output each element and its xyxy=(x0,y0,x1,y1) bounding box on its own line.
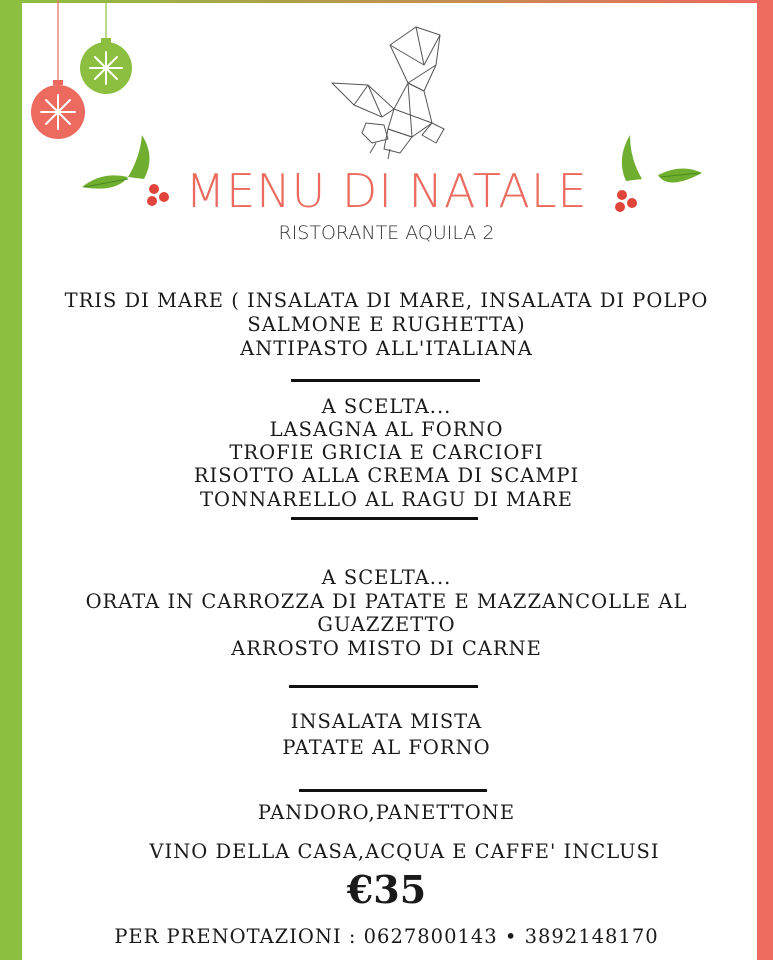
included-line: VINO DELLA CASA,ACQUA E CAFFE' INCLUSI xyxy=(149,840,660,863)
menu-line: INSALATA MISTA xyxy=(290,710,483,733)
menu-line: LASAGNA AL FORNO xyxy=(269,418,504,441)
menu-line: A SCELTA... xyxy=(321,566,452,589)
menu-line: ORATA IN CARROZZA DI PATATE E MAZZANCOLLE AL xyxy=(85,590,688,613)
section-divider xyxy=(291,379,480,382)
section-divider xyxy=(291,517,478,520)
menu-line: PATATE AL FORNO xyxy=(282,736,491,759)
restaurant-name: RISTORANTE AQUILA 2 xyxy=(278,222,495,244)
menu-line: TONNARELLO AL RAGU DI MARE xyxy=(200,488,573,511)
section-divider xyxy=(299,789,487,792)
page-title: MENU DI NATALE xyxy=(185,164,588,218)
eagle-logo-icon xyxy=(328,25,448,160)
menu-line: SALMONE E RUGHETTA) xyxy=(247,313,526,336)
booking-phone: PER PRENOTAZIONI : 0627800143 • 3892148170 xyxy=(114,925,659,948)
dessert-line: PANDORO,PANETTONE xyxy=(257,801,516,824)
menu-line: TROFIE GRICIA E CARCIOFI xyxy=(229,441,544,464)
menu-line: RISOTTO ALLA CREMA DI SCAMPI xyxy=(193,464,580,487)
snowflake-ornament-icon xyxy=(28,0,148,150)
menu-line: GUAZZETTO xyxy=(317,613,456,636)
price: €35 xyxy=(346,867,427,912)
section-divider xyxy=(289,685,478,688)
menu-line: ARROSTO MISTO DI CARNE xyxy=(231,637,542,660)
menu-line: TRIS DI MARE ( INSALATA DI MARE, INSALATA DI POLPO xyxy=(64,289,709,312)
menu-line: A SCELTA... xyxy=(321,395,452,418)
menu-line: ANTIPASTO ALL'ITALIANA xyxy=(240,337,533,360)
